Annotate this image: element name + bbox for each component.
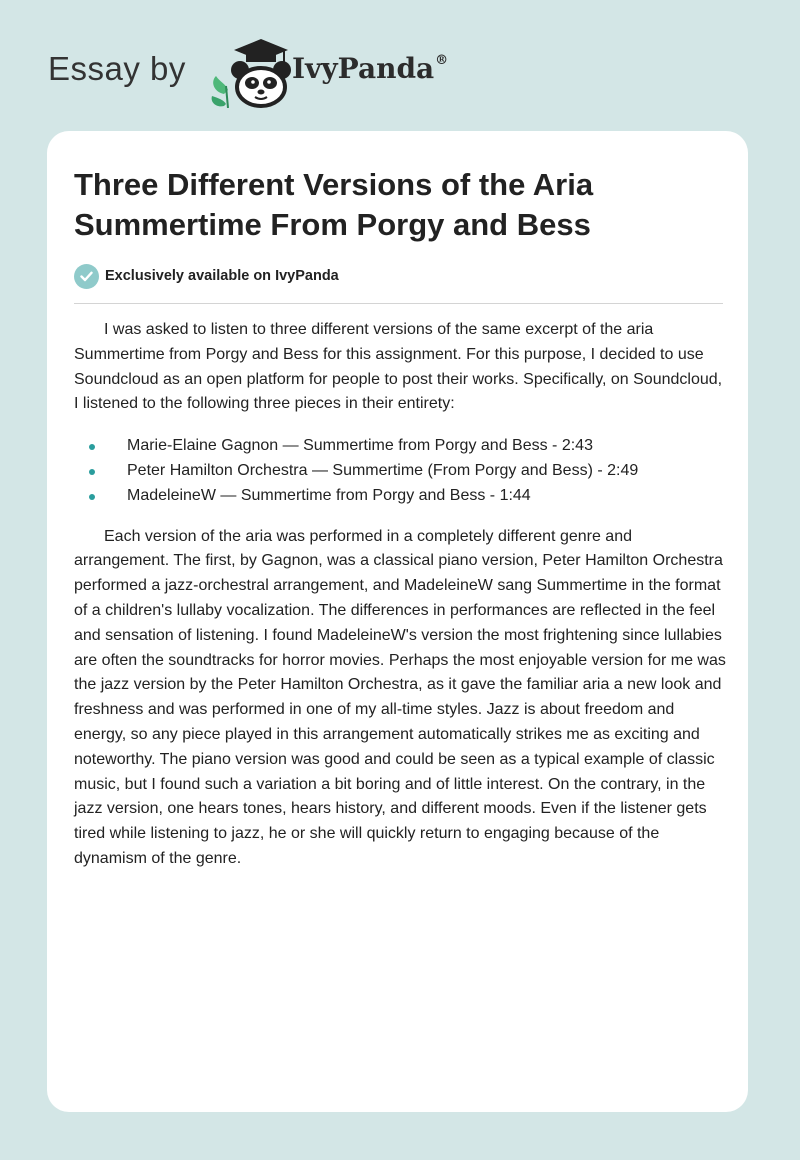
intro-paragraph: I was asked to listen to three different versions of the same excerpt of the aria Summertime from Porgy and Bess for this assignment. For this purpose, I decided to use Soundcloud as an open platform for people to post their works. Specifically, on Soundcloud, I listened to the following three pieces in their entirety: bbox=[74, 321, 723, 413]
track-label: Marie-Elaine Gagnon — Summertime from Porgy and Bess - 2:43 bbox=[127, 437, 593, 455]
essay-body bbox=[74, 318, 726, 872]
check-icon bbox=[74, 264, 99, 289]
bullet-dot-icon bbox=[89, 444, 95, 450]
track-label: MadeleineW — Summertime from Porgy and Bess - 1:44 bbox=[127, 486, 531, 504]
track-list bbox=[74, 434, 726, 508]
page-title: Three Different Versions of the Aria Summertime From Porgy and Bess bbox=[74, 167, 594, 242]
brand-name: IvyPanda® bbox=[292, 52, 449, 85]
panda-graduate-icon bbox=[200, 36, 296, 108]
list-item bbox=[74, 459, 726, 484]
site-header bbox=[48, 36, 488, 108]
bullet-dot-icon bbox=[89, 494, 95, 500]
essay-card bbox=[47, 131, 748, 1112]
exclusive-badge bbox=[74, 263, 339, 289]
bullet-dot-icon bbox=[89, 469, 95, 475]
body-paragraph: Each version of the aria was performed in a completely different genre and arrangement. The first, by Gagnon, was a classical piano version, Peter Hamilton Orchestra performed a jazz-orchestral arrangement, and MadeleineW sang Summertime in the format of a children's lullaby vocalization. The differences in performances are reflected in the feel and sensation of listening. I found MadeleineW's version the most frightening since lullabies are often the soundtracks for horror movies. Perhaps the most enjoyable version for me was the jazz version by the Peter Hamilton Orchestra, as it gave the familiar aria a new look and freshness and was performed in one of my all-time styles. Jazz is about freedom and energy, so any piece played in this arrangement automatically strikes me as exciting and noteworthy. The piano version was good and could be seen as a typical example of classic music, but I found such a variation a bit boring and of little interest. On the contrary, in the jazz version, one hears tones, hears history, and different moods. Even if the listener gets tired while listening to jazz, he or she will quickly return to engaging because of the dynamism of the genre. bbox=[74, 527, 726, 867]
track-label: Peter Hamilton Orchestra — Summertime (From Porgy and Bess) - 2:49 bbox=[127, 461, 639, 479]
brand-prefix: Essay by bbox=[48, 50, 186, 87]
divider bbox=[74, 303, 723, 304]
badge-label: Exclusively available on IvyPanda bbox=[105, 268, 339, 284]
registered-mark: ® bbox=[435, 53, 449, 68]
list-item bbox=[74, 484, 726, 509]
list-item bbox=[74, 434, 726, 459]
